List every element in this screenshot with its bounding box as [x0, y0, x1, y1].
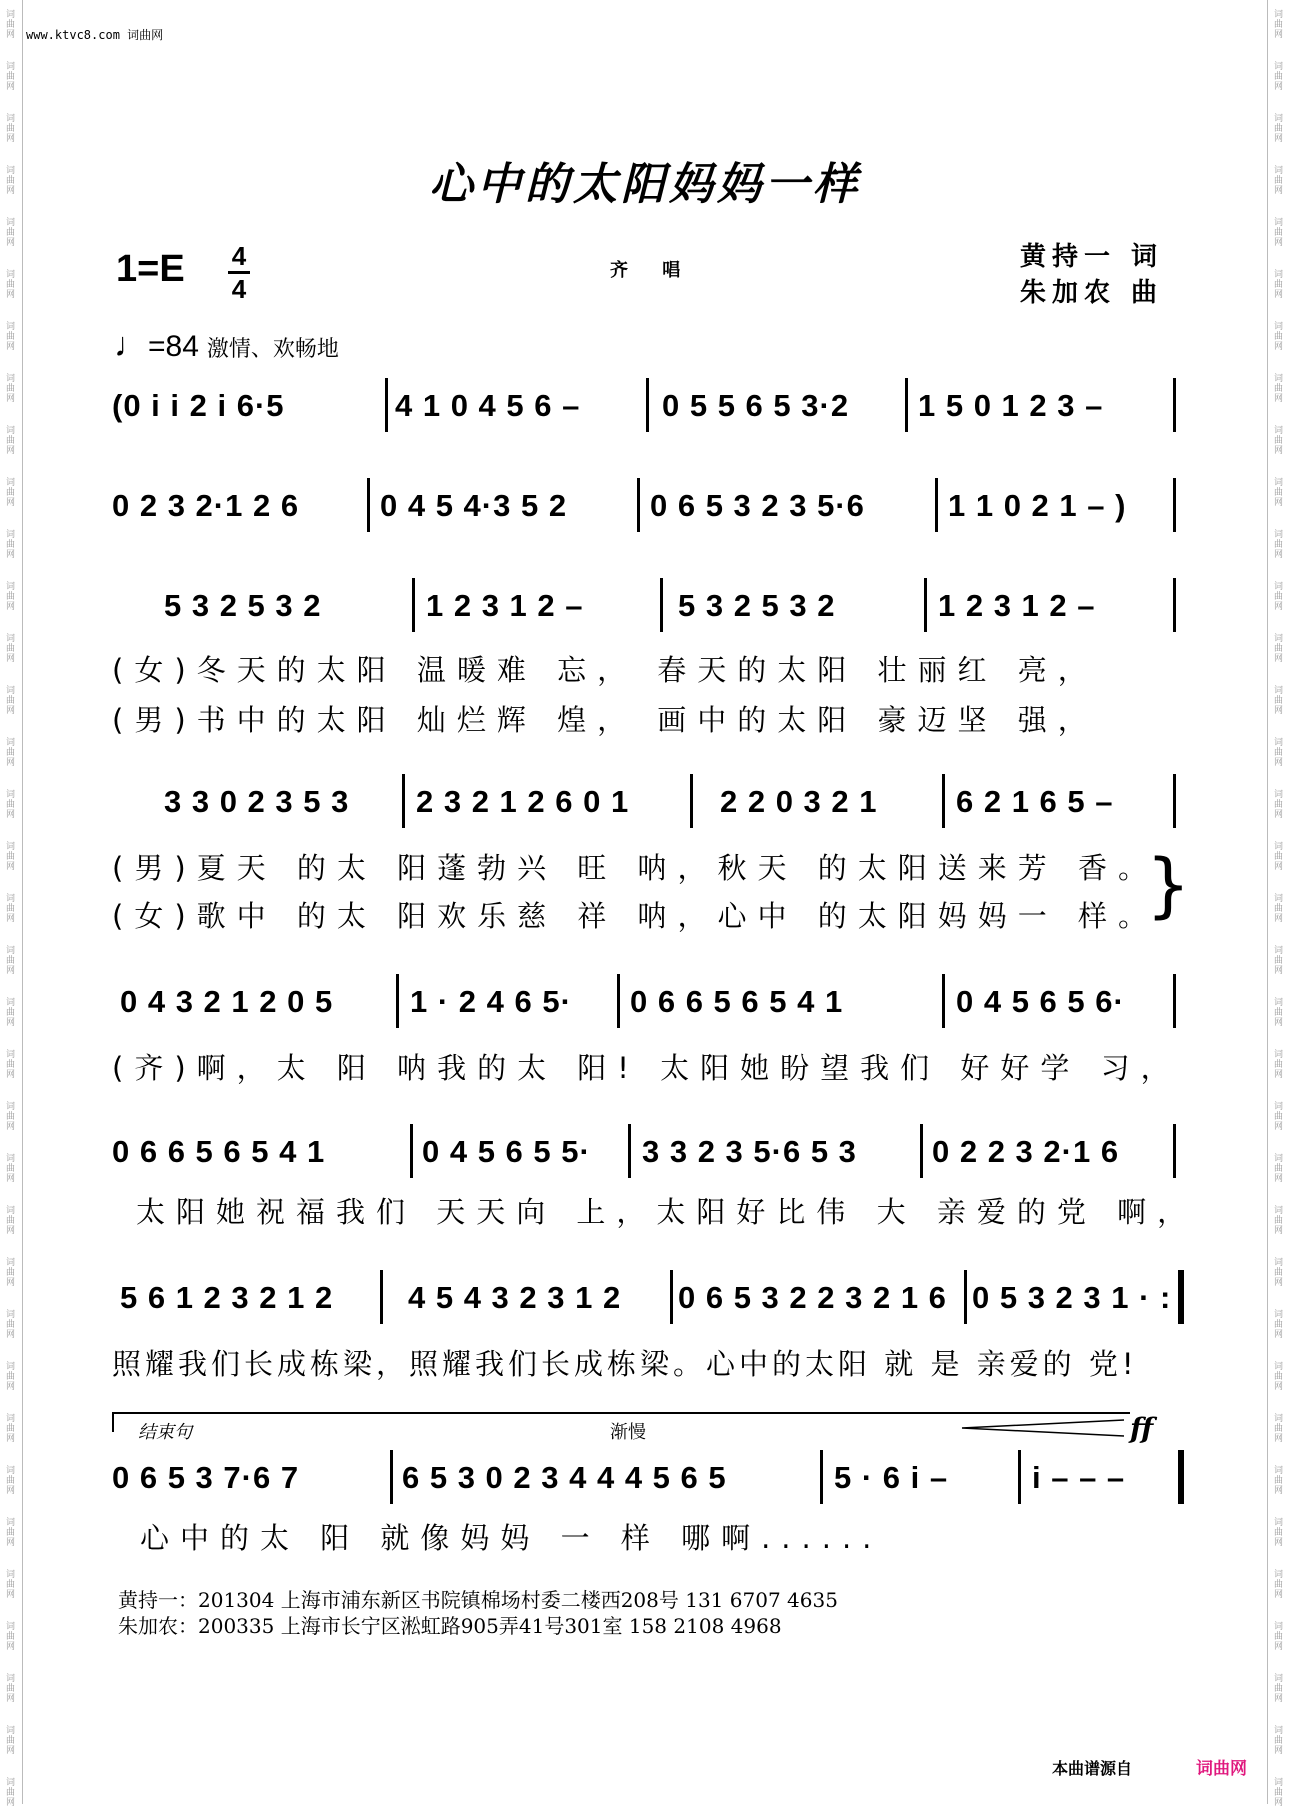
watermark-text: 词 曲 网 [1274, 1570, 1284, 1600]
measure: (0 i i 2 i 6·5 [112, 388, 285, 423]
measure: 0 5 5 6 5 3·2 [662, 388, 850, 423]
watermark-text: 词 曲 网 [1274, 1518, 1284, 1548]
music-line-7 [112, 1280, 1188, 1320]
watermark-text: 词 曲 网 [1274, 478, 1284, 508]
lyricist-credit: 黄持一 词 [1020, 242, 1164, 272]
watermark-text: 词 曲 网 [6, 426, 16, 456]
watermark-text: 词 曲 网 [6, 270, 16, 300]
watermark-text: 词 曲 网 [1274, 530, 1284, 560]
watermark-text: 词 曲 网 [6, 1154, 16, 1184]
composer-credit: 朱加农 曲 [1020, 278, 1164, 308]
dynamic-marking: ff [1130, 1412, 1154, 1445]
watermark-text: 词 曲 网 [1274, 1466, 1284, 1496]
tempo-value: =84 [148, 330, 199, 363]
measure: 2 3 2 1 2 6 0 1 [416, 784, 630, 819]
tempo-description: 激情、欢畅地 [206, 336, 339, 361]
watermark-text: 词 曲 网 [1274, 322, 1284, 352]
watermark-text: 词 曲 网 [6, 218, 16, 248]
lyric-line-6: 心中的太 阳 就像妈妈 一 样 哪啊...... [140, 1521, 883, 1555]
time-signature [228, 242, 250, 303]
watermark-text: 词 曲 网 [6, 322, 16, 352]
watermark-text: 词 曲 网 [6, 166, 16, 196]
watermark-text: 词 曲 网 [6, 114, 16, 144]
measure: 4 5 4 3 2 3 1 2 [408, 1280, 622, 1315]
watermark-text: 词 曲 网 [1274, 218, 1284, 248]
watermark-text: 词 曲 网 [1274, 1414, 1284, 1444]
time-top: 4 [231, 241, 247, 271]
watermark-text: 词 曲 网 [1274, 1778, 1284, 1808]
measure: 1 2 3 1 2 – [938, 588, 1096, 623]
crescendo-hairpin [960, 1418, 1126, 1438]
measure: 1 2 3 1 2 – [426, 588, 584, 623]
measure: 0 6 6 5 6 5 4 1 [630, 984, 844, 1019]
watermark-text: 词 曲 网 [6, 686, 16, 716]
watermark-text: 词 曲 网 [6, 1570, 16, 1600]
watermark-text: 词 曲 网 [1274, 1102, 1284, 1132]
watermark-text: 词 曲 网 [6, 1518, 16, 1548]
watermark-text: 词 曲 网 [6, 842, 16, 872]
brand-logo[interactable]: 词曲网 [1196, 1759, 1247, 1779]
measure: 1 5 0 1 2 3 – [918, 388, 1104, 423]
watermark-text: 词 曲 网 [1274, 166, 1284, 196]
lyric-line-female-1: (女)冬天的太阳 温暖难 忘， 春天的太阳 壮丽红 亮， [112, 653, 1098, 687]
measure: 0 4 5 6 5 6· [956, 984, 1125, 1019]
watermark-text: 词 曲 网 [6, 1102, 16, 1132]
lyric-line-female-2: (女)歌中 的太 阳欢乐慈 祥 呐，心中 的太阳妈妈一 样。 [112, 899, 1158, 933]
measure: 0 5 3 2 3 1 · : [972, 1280, 1172, 1315]
tempo-marking [114, 326, 339, 365]
watermark-text: 词 曲 网 [6, 1310, 16, 1340]
measure: 0 6 5 3 7·6 7 [112, 1460, 300, 1495]
watermark-text: 词 曲 网 [1274, 114, 1284, 144]
watermark-text: 词 曲 网 [6, 1726, 16, 1756]
watermark-text: 词 曲 网 [6, 946, 16, 976]
measure: 0 2 2 3 2·1 6 [932, 1134, 1120, 1169]
measure: 5 3 2 5 3 2 [678, 588, 836, 623]
brace-symbol: } [1146, 844, 1191, 926]
quarter-note-icon: ♩ [114, 326, 148, 364]
watermark-text: 词 曲 网 [1274, 1206, 1284, 1236]
watermark-text: 词 曲 网 [6, 634, 16, 664]
key-signature: 1=E [116, 248, 185, 290]
measure: 5 · 6 i – [834, 1460, 949, 1495]
watermark-text: 词 曲 网 [1274, 582, 1284, 612]
measure: 2 2 0 3 2 1 [720, 784, 878, 819]
watermark-text: 词 曲 网 [1274, 1674, 1284, 1704]
ending-label: 结束句 [138, 1422, 192, 1443]
watermark-text: 词 曲 网 [1274, 374, 1284, 404]
music-line-8 [112, 1460, 1188, 1500]
measure: 3 3 2 3 5·6 5 3 [642, 1134, 857, 1169]
watermark-text: 词 曲 网 [6, 374, 16, 404]
measure: 1 1 0 2 1 – ) [948, 488, 1127, 523]
watermark-text: 词 曲 网 [1274, 842, 1284, 872]
measure: 0 4 3 2 1 2 0 5 [120, 984, 334, 1019]
watermark-text: 词 曲 网 [1274, 790, 1284, 820]
watermark-text: 词 曲 网 [6, 790, 16, 820]
ending-bracket-line [112, 1412, 1130, 1414]
lyric-line-4: 太阳她祝福我们 天天向 上，太阳好比伟 大 亲爱的党 啊， [136, 1195, 1198, 1229]
watermark-text: 词 曲 网 [1274, 946, 1284, 976]
watermark-text: 词 曲 网 [6, 582, 16, 612]
site-url: www.ktvc8.com 词曲网 [26, 28, 164, 42]
measure: 0 4 5 6 5 5· [422, 1134, 591, 1169]
music-line-6 [112, 1134, 1188, 1174]
watermark-text: 词 曲 网 [1274, 1154, 1284, 1184]
performance-mode: 齐 唱 [610, 260, 695, 281]
measure: 4 1 0 4 5 6 – [395, 388, 581, 423]
watermark-text: 词 曲 网 [1274, 270, 1284, 300]
measure: 3 3 0 2 3 5 3 [164, 784, 350, 819]
measure: 1 · 2 4 6 5· [410, 984, 572, 1019]
measure: i – – – [1032, 1460, 1126, 1495]
lyric-line-all: (齐)啊，太 阳 呐我的太 阳! 太阳她盼望我们 好好学 习， [112, 1051, 1181, 1085]
watermark-text: 词 曲 网 [1274, 10, 1284, 40]
watermark-text: 词 曲 网 [1274, 1726, 1284, 1756]
measure: 0 6 6 5 6 5 4 1 [112, 1134, 326, 1169]
measure: 6 2 1 6 5 – [956, 784, 1114, 819]
watermark-text: 词 曲 网 [1274, 1362, 1284, 1392]
time-bottom: 4 [231, 274, 247, 304]
contact-lyricist: 黄持一：201304 上海市浦东新区书院镇棉场村委二楼西208号 131 6707 4635 [118, 1588, 838, 1612]
watermark-text: 词 曲 网 [6, 1622, 16, 1652]
measure: 0 6 5 3 2 3 5·6 [650, 488, 865, 523]
measure: 5 6 1 2 3 2 1 2 [120, 1280, 334, 1315]
music-line-2 [112, 488, 1188, 528]
music-line-4 [112, 784, 1188, 824]
watermark-text: 词 曲 网 [6, 62, 16, 92]
watermark-text: 词 曲 网 [1274, 1622, 1284, 1652]
watermark-text: 词 曲 网 [6, 1778, 16, 1808]
lyric-line-male-2: (男)夏天 的太 阳蓬勃兴 旺 呐，秋天 的太阳送来芳 香。 [112, 851, 1158, 885]
watermark-text: 词 曲 网 [1274, 686, 1284, 716]
watermark-text: 词 曲 网 [6, 10, 16, 40]
music-line-3 [112, 588, 1188, 628]
watermark-text: 词 曲 网 [1274, 894, 1284, 924]
tempo-slowing: 渐慢 [610, 1422, 646, 1443]
ending-bracket [112, 1412, 114, 1432]
measure: 6 5 3 0 2 3 4 4 4 5 6 5 [402, 1460, 727, 1495]
watermark-text: 词 曲 网 [6, 1362, 16, 1392]
watermark-text: 词 曲 网 [6, 1674, 16, 1704]
music-line-1 [112, 388, 1188, 428]
watermark-text: 词 曲 网 [6, 738, 16, 768]
watermark-text: 词 曲 网 [1274, 62, 1284, 92]
watermark-text: 词 曲 网 [6, 894, 16, 924]
contact-composer: 朱加农：200335 上海市长宁区淞虹路905弄41号301室 158 2108 4968 [118, 1614, 782, 1638]
watermark-text: 词 曲 网 [6, 530, 16, 560]
watermark-text: 词 曲 网 [6, 1466, 16, 1496]
watermark-text: 词 曲 网 [1274, 1310, 1284, 1340]
measure: 0 4 5 4·3 5 2 [380, 488, 568, 523]
watermark-text: 词 曲 网 [6, 1050, 16, 1080]
watermark-text: 词 曲 网 [1274, 426, 1284, 456]
watermark-text: 词 曲 网 [6, 1258, 16, 1288]
watermark-text: 词 曲 网 [1274, 1050, 1284, 1080]
watermark-text: 词 曲 网 [1274, 1258, 1284, 1288]
watermark-text: 词 曲 网 [6, 1414, 16, 1444]
lyric-line-male-1: (男)书中的太阳 灿烂辉 煌， 画中的太阳 豪迈坚 强， [112, 703, 1098, 737]
watermark-text: 词 曲 网 [6, 478, 16, 508]
measure: 5 3 2 5 3 2 [164, 588, 322, 623]
source-label: 本曲谱源自 [1052, 1759, 1133, 1778]
watermark-text: 词 曲 网 [1274, 634, 1284, 664]
lyric-line-5: 照耀我们长成栋梁，照耀我们长成栋梁。心中的太阳 就 是 亲爱的 党! [112, 1347, 1138, 1381]
watermark-text: 词 曲 网 [6, 998, 16, 1028]
watermark-text: 词 曲 网 [6, 1206, 16, 1236]
measure: 0 6 5 3 2 2 3 2 1 6 [678, 1280, 947, 1315]
watermark-text: 词 曲 网 [1274, 738, 1284, 768]
measure: 0 2 3 2·1 2 6 [112, 488, 300, 523]
song-title: 心中的太阳妈妈一样 [429, 159, 861, 210]
watermark-text: 词 曲 网 [1274, 998, 1284, 1028]
music-line-5 [112, 984, 1188, 1024]
